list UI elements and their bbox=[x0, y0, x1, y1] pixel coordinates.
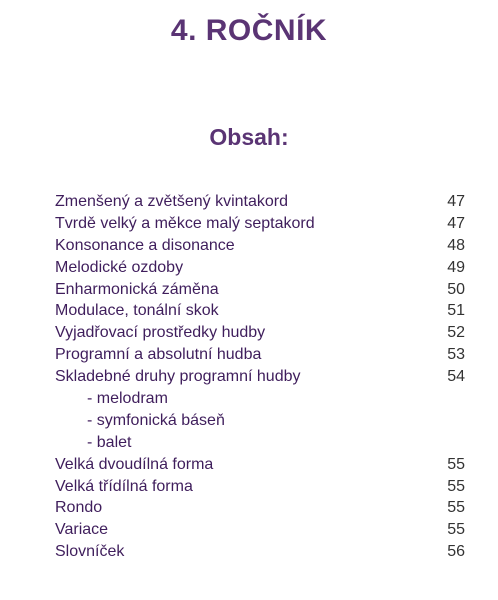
toc-entry[interactable] bbox=[55, 191, 465, 213]
toc-entry-title: Zmenšený a zvětšený kvintakord bbox=[55, 193, 288, 210]
toc-entry-page: 48 bbox=[447, 236, 465, 254]
toc-entry-title: Vyjadřovací prostředky hudby bbox=[55, 324, 266, 342]
toc-entry[interactable] bbox=[55, 497, 465, 519]
table-of-contents bbox=[55, 191, 465, 563]
toc-entry-title: Rondo bbox=[55, 499, 103, 517]
toc-entry[interactable] bbox=[55, 235, 465, 257]
toc-entry-page: 47 bbox=[447, 193, 465, 210]
toc-entry-page: 50 bbox=[447, 280, 465, 298]
toc-entry-page: 55 bbox=[447, 477, 465, 495]
toc-entry[interactable] bbox=[55, 541, 465, 563]
toc-subentry[interactable] bbox=[55, 388, 465, 410]
toc-entry-page: 54 bbox=[447, 368, 465, 386]
toc-entry[interactable] bbox=[55, 213, 465, 235]
contents-heading: Obsah: bbox=[209, 124, 289, 150]
toc-entry-title: Enharmonická záměna bbox=[55, 280, 219, 298]
toc-subentry-title: - melodram bbox=[87, 390, 168, 408]
toc-entry[interactable] bbox=[55, 279, 465, 301]
toc-entry-title: Modulace, tonální skok bbox=[55, 302, 219, 320]
toc-entry[interactable] bbox=[55, 366, 465, 388]
toc-entry-title: Variace bbox=[55, 521, 109, 539]
toc-entry[interactable] bbox=[55, 519, 465, 541]
toc-entry-page: 51 bbox=[447, 302, 465, 320]
toc-subentry[interactable] bbox=[55, 410, 465, 432]
toc-entry-page: 49 bbox=[447, 258, 465, 276]
toc-entry[interactable] bbox=[55, 454, 465, 476]
toc-subentry[interactable] bbox=[55, 432, 465, 454]
toc-entry-page: 52 bbox=[447, 324, 465, 342]
toc-entry-page: 47 bbox=[447, 214, 465, 232]
toc-subentry-title: - symfonická báseň bbox=[87, 411, 225, 429]
toc-entry-page: 55 bbox=[447, 455, 465, 473]
toc-entry-title: Programní a absolutní hudba bbox=[55, 346, 262, 364]
toc-entry[interactable] bbox=[55, 257, 465, 279]
toc-entry-page: 56 bbox=[447, 543, 465, 561]
toc-entry-title: Velká dvoudílná forma bbox=[55, 455, 214, 473]
toc-entry[interactable] bbox=[55, 300, 465, 322]
toc-entry-title: Velká třídílná forma bbox=[55, 477, 193, 495]
toc-entry-title: Tvrdě velký a měkce malý septakord bbox=[55, 214, 315, 232]
toc-entry-page: 55 bbox=[447, 521, 465, 539]
toc-entry[interactable] bbox=[55, 322, 465, 344]
toc-entry-title: Melodické ozdoby bbox=[55, 258, 184, 276]
toc-subentry-title: - balet bbox=[87, 433, 132, 451]
toc-entry[interactable] bbox=[55, 476, 465, 498]
toc-entry-page: 55 bbox=[447, 499, 465, 517]
toc-entry[interactable] bbox=[55, 344, 465, 366]
toc-entry-page: 53 bbox=[447, 346, 465, 364]
page-title: 4. ROČNÍK bbox=[170, 14, 328, 47]
toc-entry-title: Konsonance a disonance bbox=[55, 236, 235, 254]
toc-entry-title: Skladebné druhy programní hudby bbox=[55, 368, 301, 386]
toc-entry-title: Slovníček bbox=[55, 543, 125, 561]
